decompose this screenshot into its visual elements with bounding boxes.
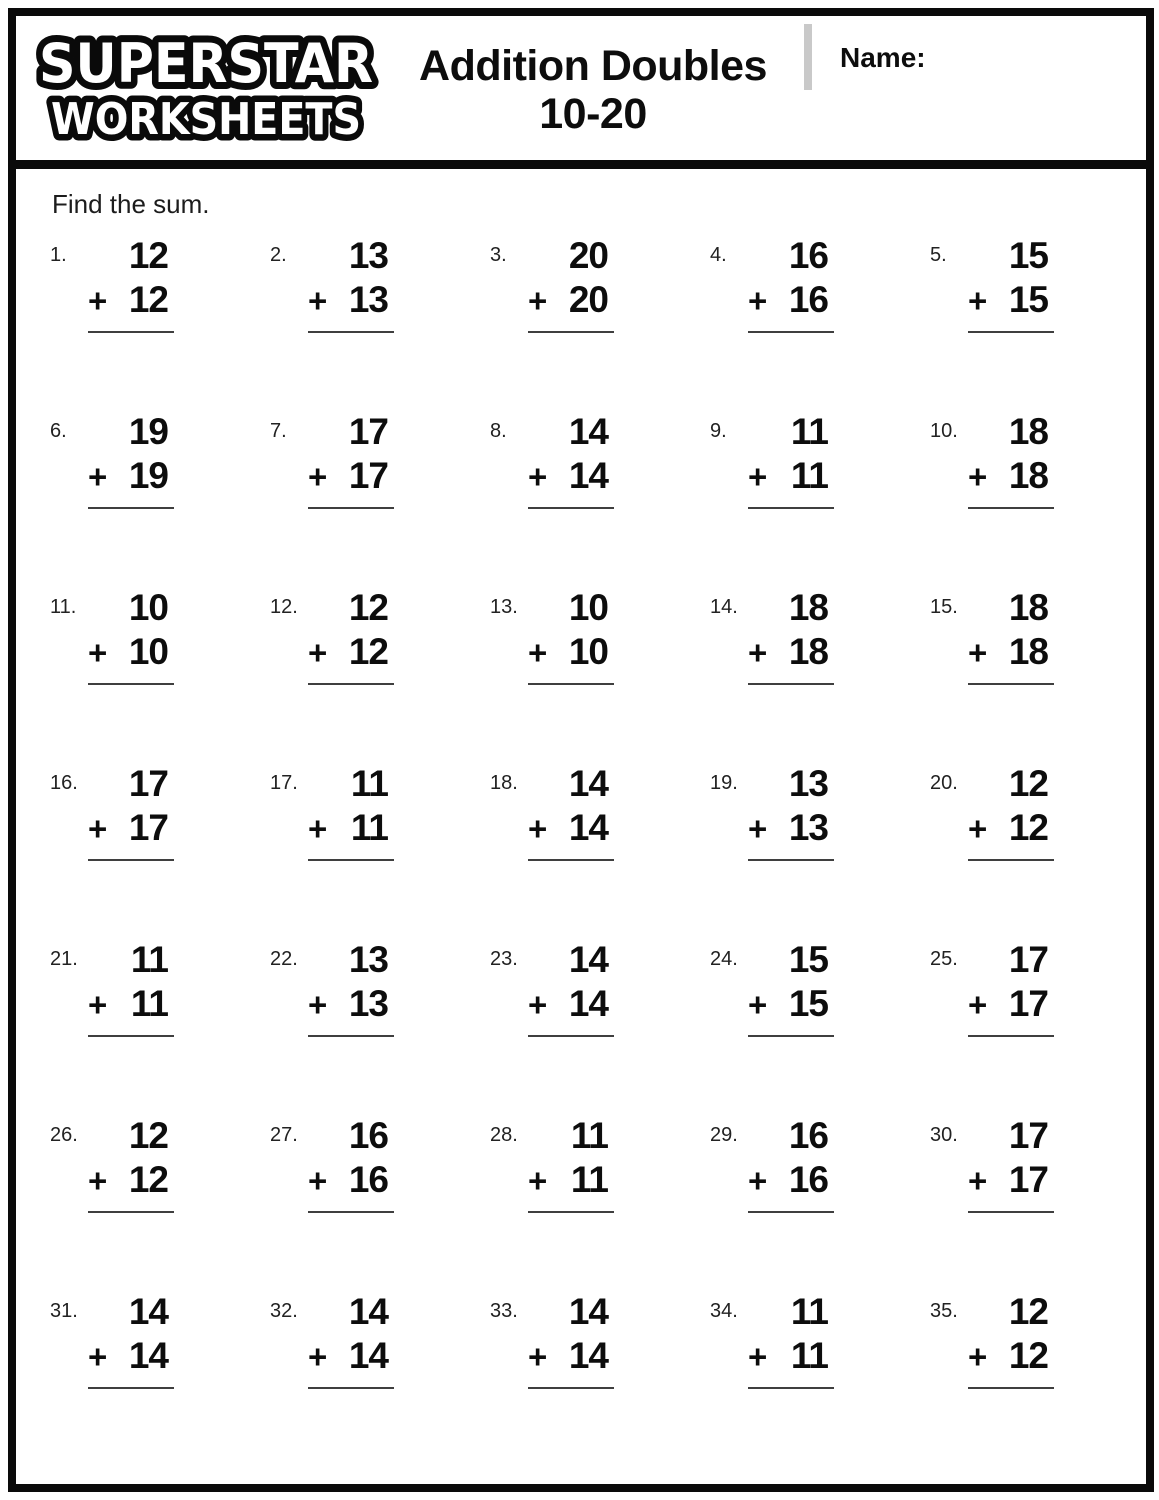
top-operand: 17 bbox=[128, 763, 168, 804]
plus-sign: + bbox=[968, 457, 987, 495]
plus-sign: + bbox=[308, 281, 327, 319]
top-operand: 13 bbox=[348, 235, 388, 276]
bottom-operand-row bbox=[968, 808, 1048, 849]
plus-sign: + bbox=[968, 809, 987, 847]
top-operand: 16 bbox=[788, 235, 828, 276]
problem-number: 5. bbox=[930, 244, 947, 266]
problem-number: 8. bbox=[490, 420, 507, 442]
top-operand: 15 bbox=[1008, 235, 1048, 276]
problem-number: 13. bbox=[490, 596, 518, 618]
answer-line bbox=[528, 331, 614, 333]
plus-sign: + bbox=[88, 809, 107, 847]
bottom-operand-row bbox=[528, 1160, 608, 1201]
bottom-operand-row bbox=[308, 808, 388, 849]
top-operand: 14 bbox=[348, 1291, 388, 1332]
problem-number: 33. bbox=[490, 1300, 518, 1322]
problem-work-area bbox=[528, 588, 608, 685]
top-operand: 10 bbox=[568, 587, 608, 628]
addition-problem bbox=[46, 1292, 266, 1468]
problem-number: 2. bbox=[270, 244, 287, 266]
bottom-operand-row bbox=[88, 632, 168, 673]
top-operand: 19 bbox=[128, 411, 168, 452]
worksheet-title bbox=[382, 16, 804, 138]
addition-problem bbox=[706, 236, 926, 412]
addition-problem bbox=[486, 940, 706, 1116]
addition-problem bbox=[266, 588, 486, 764]
bottom-operand-row bbox=[308, 456, 388, 497]
plus-sign: + bbox=[968, 281, 987, 319]
top-operand: 12 bbox=[128, 235, 168, 276]
bottom-operand: 15 bbox=[1008, 278, 1048, 320]
answer-line bbox=[88, 1387, 174, 1389]
answer-line bbox=[528, 683, 614, 685]
name-label: Name: bbox=[840, 42, 926, 73]
bottom-operand-row bbox=[308, 280, 388, 321]
problem-work-area bbox=[308, 236, 388, 333]
top-operand: 17 bbox=[348, 411, 388, 452]
problem-work-area bbox=[748, 940, 828, 1037]
top-operand: 11 bbox=[570, 1115, 608, 1156]
bottom-operand: 10 bbox=[568, 630, 608, 672]
addition-problem bbox=[706, 1292, 926, 1468]
top-operand: 13 bbox=[348, 939, 388, 980]
answer-line bbox=[748, 507, 834, 509]
addition-problem bbox=[926, 236, 1146, 412]
top-operand: 11 bbox=[130, 939, 168, 980]
problem-work-area bbox=[528, 236, 608, 333]
addition-problem bbox=[46, 764, 266, 940]
problem-work-area bbox=[88, 236, 168, 333]
plus-sign: + bbox=[968, 985, 987, 1023]
top-operand: 14 bbox=[568, 411, 608, 452]
top-operand: 16 bbox=[348, 1115, 388, 1156]
bottom-operand: 16 bbox=[348, 1158, 388, 1200]
bottom-operand-row bbox=[88, 456, 168, 497]
logo-text-line2: WORKSHEETS bbox=[51, 94, 361, 145]
bottom-operand-row bbox=[88, 984, 168, 1025]
bottom-operand: 11 bbox=[570, 1158, 608, 1200]
addition-problem bbox=[706, 764, 926, 940]
bottom-operand: 16 bbox=[788, 278, 828, 320]
plus-sign: + bbox=[88, 985, 107, 1023]
answer-line bbox=[308, 683, 394, 685]
problem-number: 1. bbox=[50, 244, 67, 266]
answer-line bbox=[308, 1211, 394, 1213]
problem-number: 11. bbox=[50, 596, 77, 618]
worksheet-header bbox=[16, 16, 1146, 169]
answer-line bbox=[748, 1211, 834, 1213]
addition-problem bbox=[46, 940, 266, 1116]
bottom-operand: 18 bbox=[1008, 454, 1048, 496]
bottom-operand: 12 bbox=[128, 278, 168, 320]
problem-work-area bbox=[748, 1292, 828, 1389]
bottom-operand: 14 bbox=[568, 454, 608, 496]
addition-problem bbox=[266, 764, 486, 940]
problem-number: 30. bbox=[930, 1124, 958, 1146]
problem-work-area bbox=[308, 1292, 388, 1389]
problem-work-area bbox=[308, 412, 388, 509]
addition-problem bbox=[266, 236, 486, 412]
problem-work-area bbox=[968, 764, 1048, 861]
problem-number: 25. bbox=[930, 948, 958, 970]
answer-line bbox=[88, 683, 174, 685]
problem-work-area bbox=[968, 940, 1048, 1037]
plus-sign: + bbox=[528, 457, 547, 495]
problem-number: 24. bbox=[710, 948, 738, 970]
top-operand: 11 bbox=[790, 1291, 828, 1332]
plus-sign: + bbox=[308, 809, 327, 847]
plus-sign: + bbox=[968, 633, 987, 671]
answer-line bbox=[88, 507, 174, 509]
addition-problem bbox=[926, 764, 1146, 940]
addition-problem bbox=[706, 1116, 926, 1292]
bottom-operand-row bbox=[528, 456, 608, 497]
problem-work-area bbox=[88, 940, 168, 1037]
worksheet-title-line2: 10-20 bbox=[539, 90, 647, 139]
bottom-operand-row bbox=[968, 1336, 1048, 1377]
problem-work-area bbox=[308, 588, 388, 685]
bottom-operand-row bbox=[748, 632, 828, 673]
problem-number: 35. bbox=[930, 1300, 958, 1322]
top-operand: 13 bbox=[788, 763, 828, 804]
problems-section bbox=[16, 169, 1146, 1484]
bottom-operand: 18 bbox=[1008, 630, 1048, 672]
answer-line bbox=[968, 331, 1054, 333]
bottom-operand: 11 bbox=[130, 982, 168, 1024]
answer-line bbox=[748, 859, 834, 861]
problem-work-area bbox=[748, 764, 828, 861]
answer-line bbox=[308, 1387, 394, 1389]
top-operand: 18 bbox=[1008, 411, 1048, 452]
problem-number: 31. bbox=[50, 1300, 78, 1322]
bottom-operand: 14 bbox=[568, 1334, 608, 1376]
answer-line bbox=[528, 859, 614, 861]
plus-sign: + bbox=[748, 457, 767, 495]
problem-number: 28. bbox=[490, 1124, 518, 1146]
problem-work-area bbox=[88, 412, 168, 509]
bottom-operand-row bbox=[308, 1160, 388, 1201]
problem-work-area bbox=[748, 236, 828, 333]
bottom-operand: 17 bbox=[1008, 1158, 1048, 1200]
top-operand: 12 bbox=[348, 587, 388, 628]
bottom-operand-row bbox=[968, 984, 1048, 1025]
name-divider-bar bbox=[804, 24, 812, 90]
bottom-operand-row bbox=[88, 280, 168, 321]
answer-line bbox=[88, 1211, 174, 1213]
plus-sign: + bbox=[308, 985, 327, 1023]
addition-problem bbox=[266, 1292, 486, 1468]
bottom-operand: 17 bbox=[348, 454, 388, 496]
problem-number: 10. bbox=[930, 420, 958, 442]
bottom-operand-row bbox=[88, 1160, 168, 1201]
problem-work-area bbox=[308, 940, 388, 1037]
problem-number: 7. bbox=[270, 420, 287, 442]
addition-problem bbox=[926, 1292, 1146, 1468]
top-operand: 12 bbox=[1008, 763, 1048, 804]
answer-line bbox=[308, 331, 394, 333]
plus-sign: + bbox=[88, 633, 107, 671]
problem-number: 23. bbox=[490, 948, 518, 970]
bottom-operand: 19 bbox=[128, 454, 168, 496]
answer-line bbox=[528, 1035, 614, 1037]
answer-line bbox=[528, 1387, 614, 1389]
answer-line bbox=[528, 507, 614, 509]
problem-work-area bbox=[528, 1292, 608, 1389]
problem-number: 4. bbox=[710, 244, 727, 266]
addition-problem bbox=[926, 1116, 1146, 1292]
problem-work-area bbox=[968, 588, 1048, 685]
problem-work-area bbox=[968, 412, 1048, 509]
problem-number: 29. bbox=[710, 1124, 738, 1146]
problem-work-area bbox=[528, 940, 608, 1037]
top-operand: 15 bbox=[788, 939, 828, 980]
top-operand: 17 bbox=[1008, 1115, 1048, 1156]
bottom-operand-row bbox=[748, 280, 828, 321]
problem-work-area bbox=[968, 1116, 1048, 1213]
plus-sign: + bbox=[88, 1337, 107, 1375]
answer-line bbox=[308, 1035, 394, 1037]
bottom-operand-row bbox=[308, 632, 388, 673]
bottom-operand: 15 bbox=[788, 982, 828, 1024]
problem-work-area bbox=[748, 1116, 828, 1213]
bottom-operand-row bbox=[308, 1336, 388, 1377]
instruction-text: Find the sum. bbox=[52, 189, 210, 219]
problem-work-area bbox=[528, 412, 608, 509]
bottom-operand-row bbox=[968, 632, 1048, 673]
plus-sign: + bbox=[308, 457, 327, 495]
bottom-operand-row bbox=[528, 984, 608, 1025]
problem-work-area bbox=[308, 764, 388, 861]
plus-sign: + bbox=[528, 809, 547, 847]
bottom-operand-row bbox=[528, 632, 608, 673]
addition-problem bbox=[706, 588, 926, 764]
addition-problem bbox=[486, 1292, 706, 1468]
problem-work-area bbox=[968, 236, 1048, 333]
bottom-operand-row bbox=[748, 1336, 828, 1377]
bottom-operand-row bbox=[748, 808, 828, 849]
bottom-operand-row bbox=[968, 280, 1048, 321]
answer-line bbox=[968, 859, 1054, 861]
plus-sign: + bbox=[968, 1161, 987, 1199]
bottom-operand: 20 bbox=[568, 278, 608, 320]
plus-sign: + bbox=[748, 633, 767, 671]
logo-graphic bbox=[30, 28, 382, 156]
answer-line bbox=[748, 1035, 834, 1037]
addition-problem bbox=[266, 940, 486, 1116]
addition-problem bbox=[486, 412, 706, 588]
plus-sign: + bbox=[308, 633, 327, 671]
bottom-operand: 13 bbox=[788, 806, 828, 848]
problem-number: 22. bbox=[270, 948, 298, 970]
bottom-operand: 18 bbox=[788, 630, 828, 672]
top-operand: 20 bbox=[568, 235, 608, 276]
problem-number: 21. bbox=[50, 948, 78, 970]
addition-problem bbox=[46, 412, 266, 588]
addition-problem bbox=[486, 236, 706, 412]
problem-work-area bbox=[748, 412, 828, 509]
bottom-operand: 11 bbox=[790, 1334, 828, 1376]
problem-number: 20. bbox=[930, 772, 958, 794]
logo-text-line1: SUPERSTAR bbox=[39, 32, 373, 95]
plus-sign: + bbox=[748, 1337, 767, 1375]
worksheet-title-line1: Addition Doubles bbox=[419, 42, 767, 90]
plus-sign: + bbox=[528, 1161, 547, 1199]
addition-problem bbox=[46, 1116, 266, 1292]
addition-problem bbox=[486, 588, 706, 764]
top-operand: 18 bbox=[788, 587, 828, 628]
top-operand: 14 bbox=[128, 1291, 168, 1332]
problem-number: 34. bbox=[710, 1300, 738, 1322]
bottom-operand: 11 bbox=[350, 806, 388, 848]
top-operand: 14 bbox=[568, 763, 608, 804]
bottom-operand: 11 bbox=[790, 454, 828, 496]
superstar-worksheets-logo bbox=[16, 16, 382, 156]
top-operand: 11 bbox=[350, 763, 388, 804]
answer-line bbox=[308, 859, 394, 861]
bottom-operand: 14 bbox=[568, 982, 608, 1024]
problem-number: 3. bbox=[490, 244, 507, 266]
bottom-operand: 12 bbox=[348, 630, 388, 672]
answer-line bbox=[968, 507, 1054, 509]
problem-number: 19. bbox=[710, 772, 738, 794]
addition-problem bbox=[926, 940, 1146, 1116]
bottom-operand: 17 bbox=[128, 806, 168, 848]
problem-work-area bbox=[748, 588, 828, 685]
bottom-operand-row bbox=[748, 456, 828, 497]
bottom-operand-row bbox=[88, 808, 168, 849]
bottom-operand-row bbox=[968, 456, 1048, 497]
bottom-operand-row bbox=[748, 1160, 828, 1201]
problem-number: 12. bbox=[270, 596, 298, 618]
problem-number: 9. bbox=[710, 420, 727, 442]
answer-line bbox=[748, 683, 834, 685]
problems-grid bbox=[46, 236, 1146, 1468]
problem-number: 26. bbox=[50, 1124, 78, 1146]
answer-line bbox=[748, 331, 834, 333]
plus-sign: + bbox=[748, 985, 767, 1023]
addition-problem bbox=[486, 764, 706, 940]
problem-work-area bbox=[88, 1292, 168, 1389]
problem-work-area bbox=[528, 764, 608, 861]
answer-line bbox=[528, 1211, 614, 1213]
top-operand: 11 bbox=[790, 411, 828, 452]
top-operand: 17 bbox=[1008, 939, 1048, 980]
problem-number: 6. bbox=[50, 420, 67, 442]
bottom-operand: 10 bbox=[128, 630, 168, 672]
problem-work-area bbox=[528, 1116, 608, 1213]
bottom-operand-row bbox=[748, 984, 828, 1025]
problem-number: 15. bbox=[930, 596, 958, 618]
bottom-operand: 14 bbox=[568, 806, 608, 848]
problem-number: 17. bbox=[270, 772, 298, 794]
problem-number: 18. bbox=[490, 772, 518, 794]
plus-sign: + bbox=[528, 985, 547, 1023]
name-area bbox=[804, 16, 1146, 90]
plus-sign: + bbox=[748, 1161, 767, 1199]
addition-problem bbox=[46, 588, 266, 764]
addition-problem bbox=[706, 940, 926, 1116]
problem-work-area bbox=[88, 764, 168, 861]
plus-sign: + bbox=[88, 1161, 107, 1199]
bottom-operand: 16 bbox=[788, 1158, 828, 1200]
top-operand: 14 bbox=[568, 939, 608, 980]
answer-line bbox=[968, 683, 1054, 685]
plus-sign: + bbox=[528, 633, 547, 671]
problem-number: 27. bbox=[270, 1124, 298, 1146]
bottom-operand: 17 bbox=[1008, 982, 1048, 1024]
addition-problem bbox=[46, 236, 266, 412]
addition-problem bbox=[926, 412, 1146, 588]
addition-problem bbox=[486, 1116, 706, 1292]
answer-line bbox=[88, 331, 174, 333]
plus-sign: + bbox=[88, 457, 107, 495]
problem-number: 32. bbox=[270, 1300, 298, 1322]
bottom-operand-row bbox=[308, 984, 388, 1025]
problem-work-area bbox=[308, 1116, 388, 1213]
bottom-operand-row bbox=[528, 1336, 608, 1377]
addition-problem bbox=[266, 412, 486, 588]
bottom-operand-row bbox=[528, 808, 608, 849]
answer-line bbox=[308, 507, 394, 509]
top-operand: 16 bbox=[788, 1115, 828, 1156]
bottom-operand: 13 bbox=[348, 278, 388, 320]
addition-problem bbox=[266, 1116, 486, 1292]
top-operand: 18 bbox=[1008, 587, 1048, 628]
plus-sign: + bbox=[528, 281, 547, 319]
problem-number: 14. bbox=[710, 596, 738, 618]
answer-line bbox=[968, 1035, 1054, 1037]
answer-line bbox=[968, 1387, 1054, 1389]
plus-sign: + bbox=[528, 1337, 547, 1375]
answer-line bbox=[748, 1387, 834, 1389]
top-operand: 12 bbox=[128, 1115, 168, 1156]
top-operand: 12 bbox=[1008, 1291, 1048, 1332]
page-border-frame bbox=[8, 8, 1154, 1492]
answer-line bbox=[968, 1211, 1054, 1213]
bottom-operand: 14 bbox=[128, 1334, 168, 1376]
plus-sign: + bbox=[308, 1161, 327, 1199]
bottom-operand-row bbox=[88, 1336, 168, 1377]
bottom-operand-row bbox=[528, 280, 608, 321]
plus-sign: + bbox=[968, 1337, 987, 1375]
addition-problem bbox=[926, 588, 1146, 764]
plus-sign: + bbox=[308, 1337, 327, 1375]
bottom-operand: 14 bbox=[348, 1334, 388, 1376]
top-operand: 10 bbox=[128, 587, 168, 628]
answer-line bbox=[88, 859, 174, 861]
top-operand: 14 bbox=[568, 1291, 608, 1332]
plus-sign: + bbox=[748, 809, 767, 847]
answer-line bbox=[88, 1035, 174, 1037]
plus-sign: + bbox=[88, 281, 107, 319]
problem-number: 16. bbox=[50, 772, 78, 794]
problem-work-area bbox=[88, 1116, 168, 1213]
bottom-operand: 12 bbox=[128, 1158, 168, 1200]
problem-work-area bbox=[968, 1292, 1048, 1389]
plus-sign: + bbox=[748, 281, 767, 319]
bottom-operand: 13 bbox=[348, 982, 388, 1024]
addition-problem bbox=[706, 412, 926, 588]
problem-work-area bbox=[88, 588, 168, 685]
bottom-operand: 12 bbox=[1008, 1334, 1048, 1376]
bottom-operand-row bbox=[968, 1160, 1048, 1201]
bottom-operand: 12 bbox=[1008, 806, 1048, 848]
